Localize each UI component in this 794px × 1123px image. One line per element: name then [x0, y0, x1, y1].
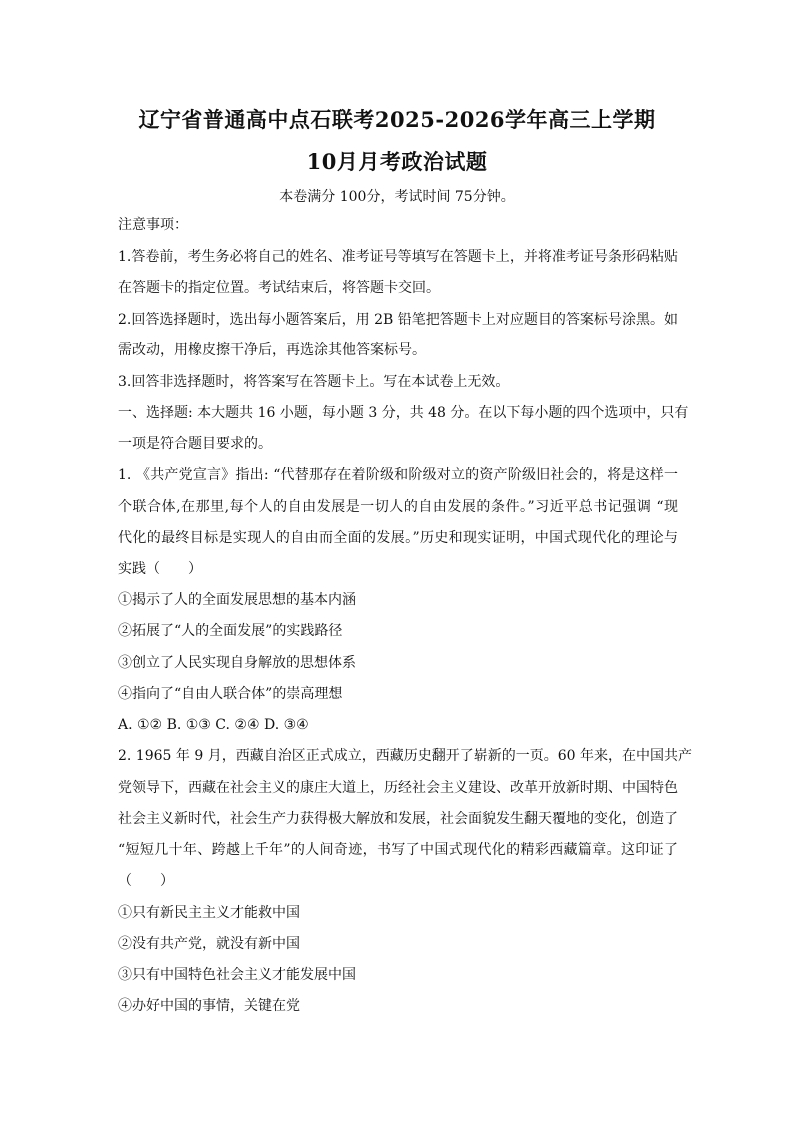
question-1-line-4: 实践（ ）	[118, 561, 202, 577]
notice-item-2-line-2: 需改动，用橡皮擦干净后，再选涂其他答案标号。	[118, 342, 426, 358]
section-1-heading-line-1: 一、选择题: 本大题共 16 小题，每小题 3 分，共 48 分。在以下每小题的四个选项中，只有	[118, 405, 689, 421]
question-2-statement-3: ③只有中国特色社会主义才能发展中国	[118, 967, 356, 983]
question-1-statement-4: ④指向了“自由人联合体”的崇高理想	[118, 686, 343, 702]
question-1-line-1: 1. 《共产党宣言》指出: “代替那存在着阶级和阶级对立的资产阶级旧社会的，将是这样一	[118, 467, 678, 483]
question-1-line-3: 代化的最终目标是实现人的自由而全面的发展。”历史和现实证明，中国式现代化的理论与	[118, 530, 678, 546]
exam-title-line2: 10月月考政治试题	[306, 149, 488, 174]
question-2-statement-4: ④办好中国的事情，关键在党	[118, 998, 300, 1014]
question-1-line-2: 个联合体,在那里,每个人的自由发展是一切人的自由发展的条件。”习近平总书记强调 “现	[118, 499, 678, 515]
question-2-statement-2: ②没有共产党，就没有新中国	[118, 936, 300, 952]
notice-item-1-line-2: 在答题卡的指定位置。考试结束后，将答题卡交回。	[118, 280, 440, 296]
question-2-line-5: （ ）	[118, 873, 174, 889]
question-1-statement-2: ②拓展了“人的全面发展”的实践路径	[118, 623, 343, 639]
question-2-statement-1: ①只有新民主主义才能救中国	[118, 905, 300, 921]
exam-title-line1: 辽宁省普通高中点石联考2025-2026学年高三上学期	[138, 107, 656, 132]
question-1-statement-3: ③创立了人民实现自身解放的思想体系	[118, 655, 356, 671]
question-2-line-4: “短短几十年、跨越上千年”的人间奇迹，书写了中国式现代化的精彩西藏篇章。这印证了	[118, 842, 678, 858]
exam-subtitle: 本卷满分 100分，考试时间 75分钟。	[279, 189, 515, 205]
question-1-choices: A. ①② B. ①③ C. ②④ D. ③④	[118, 717, 309, 733]
question-2-line-3: 社会主义新时代，社会生产力获得极大解放和发展，社会面貌发生翻天覆地的变化，创造了	[118, 811, 678, 827]
notice-item-3: 3.回答非选择题时，将答案写在答题卡上。写在本试卷上无效。	[118, 374, 510, 390]
section-1-heading-line-2: 一项是符合题目要求的。	[118, 436, 272, 452]
notice-heading: 注意事项：	[118, 217, 188, 233]
notice-item-1-line-1: 1.答卷前，考生务必将自己的姓名、准考证号等填写在答题卡上，并将准考证号条形码粘贴	[118, 249, 678, 265]
question-2-line-2: 党领导下，西藏在社会主义的康庄大道上，历经社会主义建设、改革开放新时期、中国特色	[118, 780, 678, 796]
question-2-line-1: 2. 1965 年 9 月，西藏自治区正式成立，西藏历史翻开了崭新的一页。60 年来，在中国共产	[118, 748, 692, 764]
question-1-statement-1: ①揭示了人的全面发展思想的基本内涵	[118, 592, 356, 608]
notice-item-2-line-1: 2.回答选择题时，选出每小题答案后，用 2B 铅笔把答题卡上对应题目的答案标号涂黑。如	[118, 312, 678, 328]
